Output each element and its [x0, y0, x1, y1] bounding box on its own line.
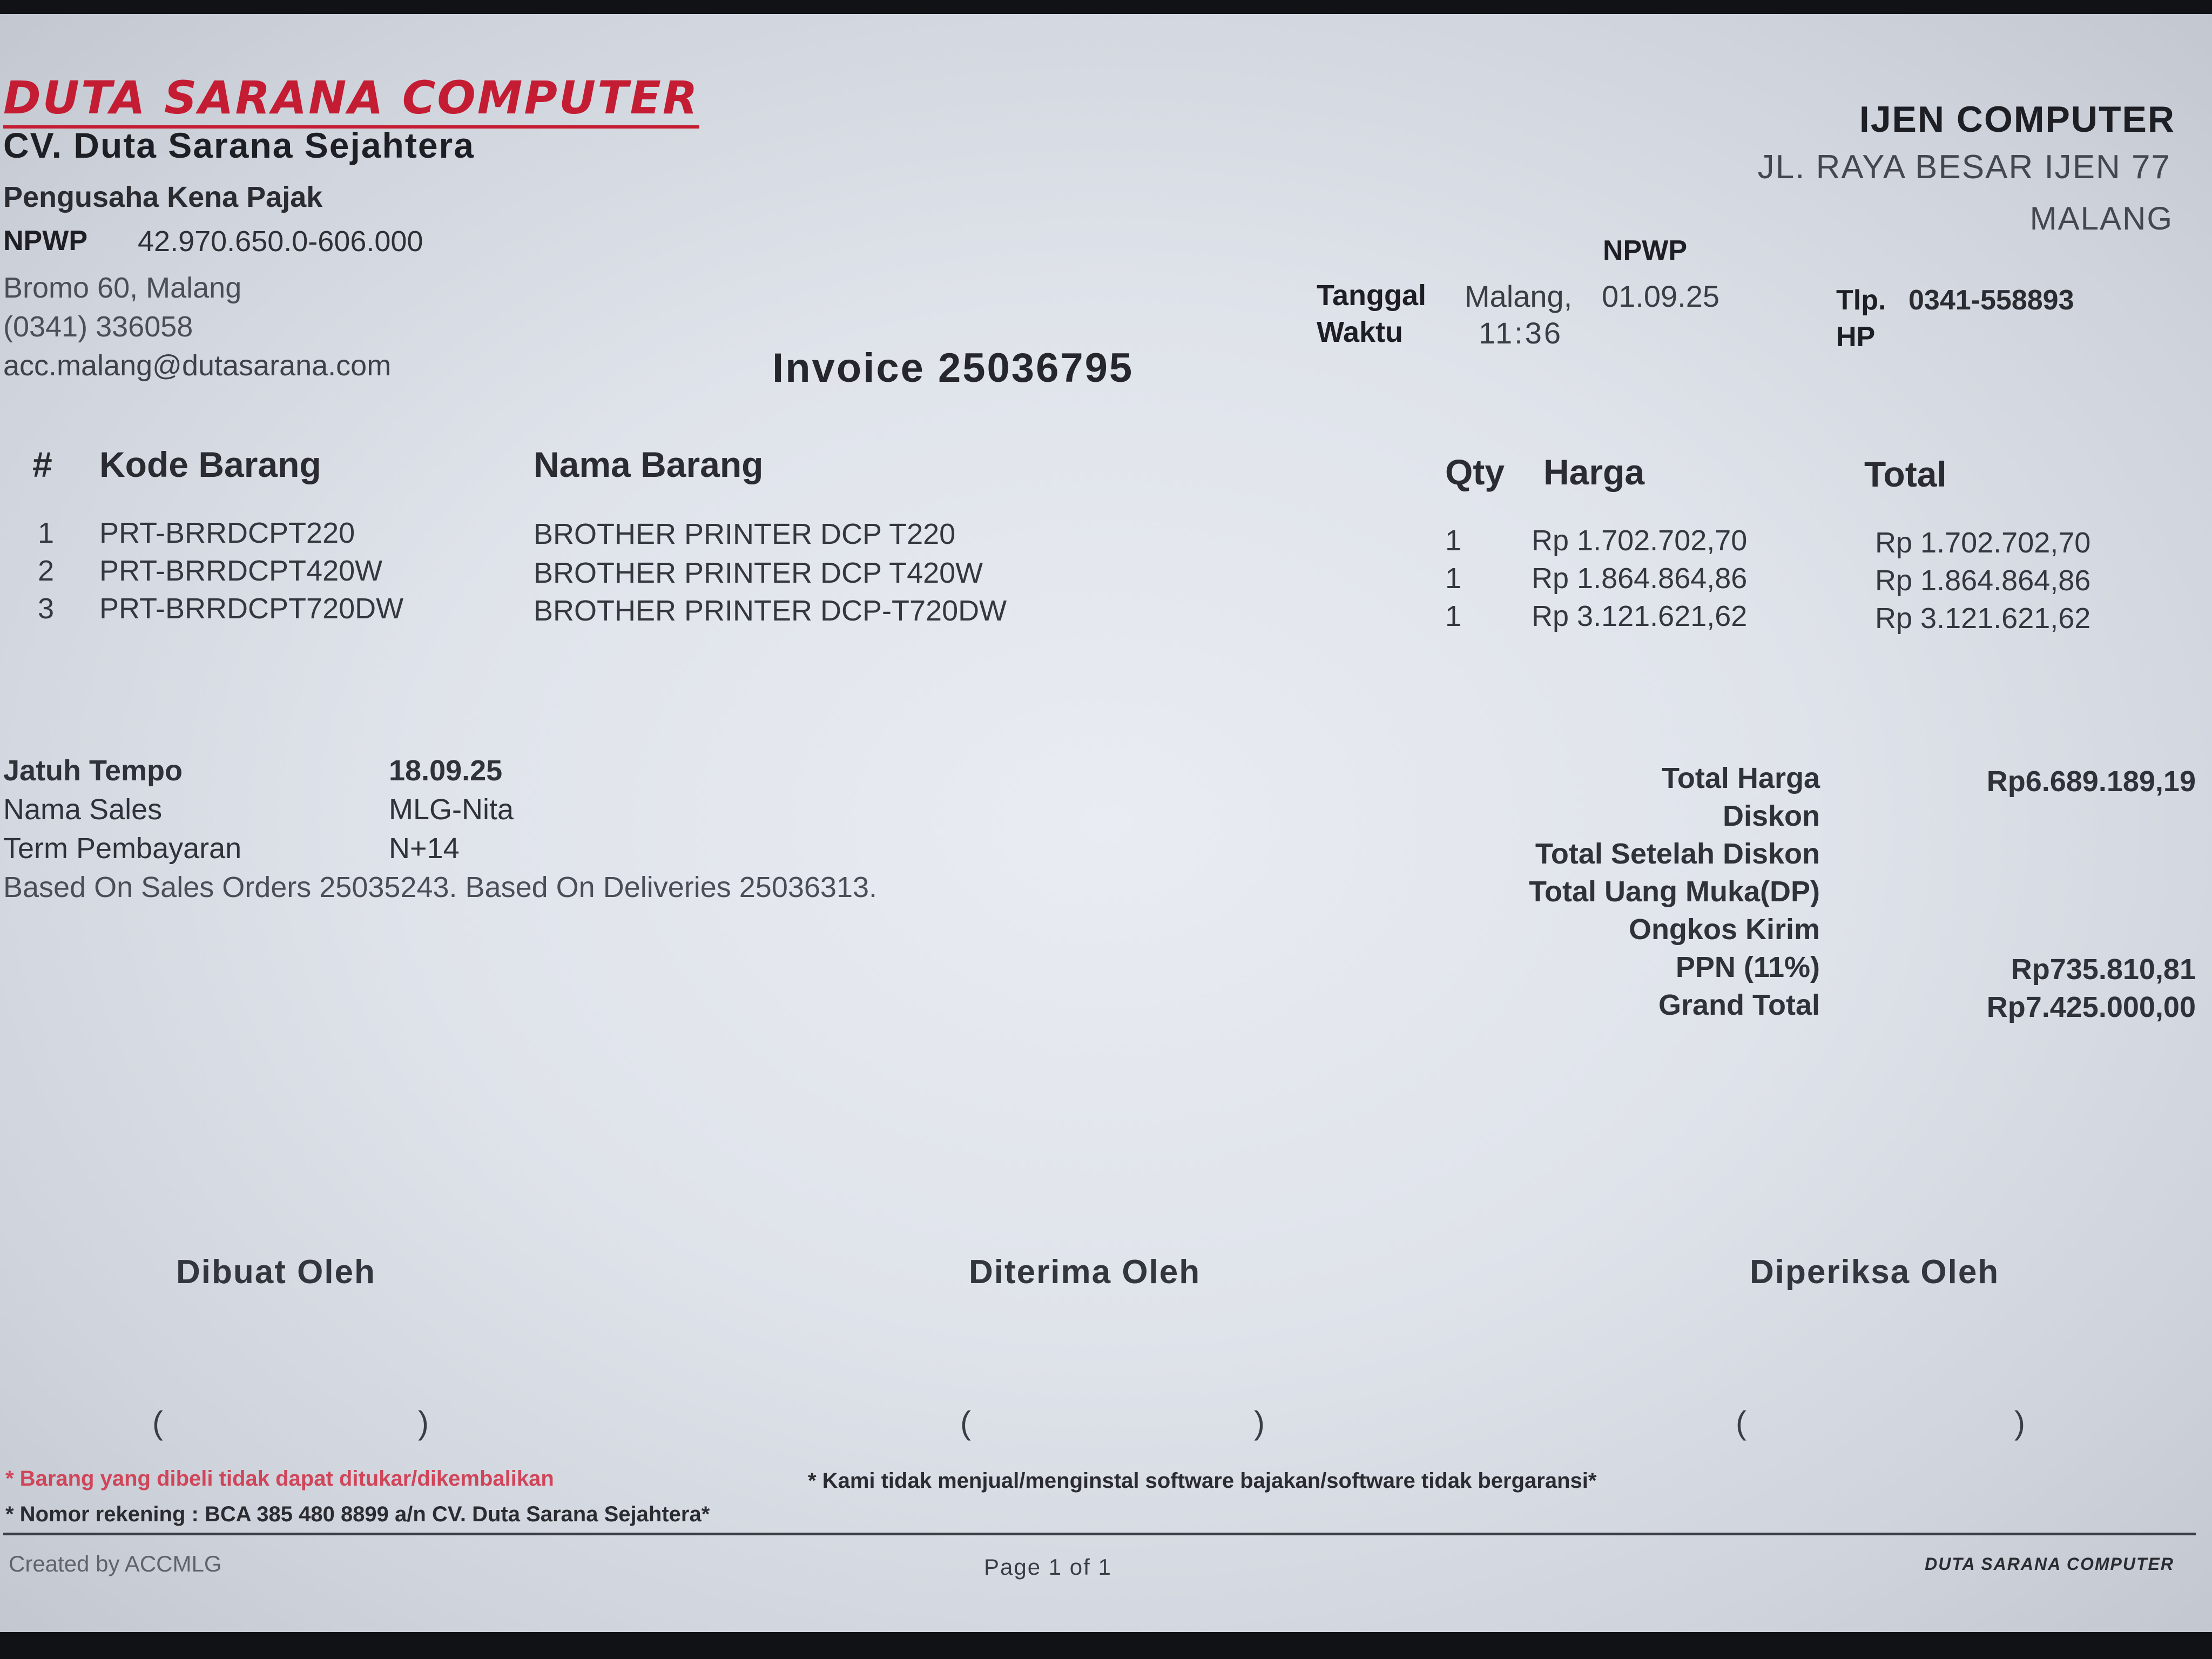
created-by: Created by ACCMLG [9, 1551, 222, 1576]
reference-note: Based On Sales Orders 25035243. Based On Deliveries 25036313. [3, 871, 878, 903]
item-total: Rp 1.702.702,70 [1875, 527, 2091, 559]
date-value: 01.09.25 [1602, 279, 1719, 313]
summary-label: Ongkos Kirim [1628, 913, 1820, 946]
item-price: Rp 1.864.864,86 [1532, 562, 1748, 595]
summary-label: Grand Total [1658, 989, 1820, 1021]
item-code: PRT-BRRDCPT720DW [99, 592, 404, 625]
date-place: Malang, [1465, 279, 1573, 313]
due-date-value: 18.09.25 [389, 754, 503, 787]
item-qty: 1 [1445, 600, 1462, 632]
signature-received-by: Diterima Oleh [969, 1253, 1201, 1291]
software-note: * Kami tidak menjual/menginstal software bajakan/software tidak bergaransi* [808, 1469, 1597, 1493]
item-price: Rp 1.702.702,70 [1532, 524, 1748, 557]
col-header-total: Total [1864, 454, 1947, 494]
customer-hp-label: HP [1836, 321, 1876, 353]
company-name: CV. Duta Sarana Sejahtera [3, 125, 475, 165]
company-address: Bromo 60, Malang [3, 272, 242, 304]
summary-label: Diskon [1722, 800, 1820, 832]
col-header-number: # [32, 444, 52, 484]
row-number: 3 [38, 592, 55, 625]
summary-label: Total Setelah Diskon [1535, 838, 1820, 870]
item-name: BROTHER PRINTER DCP-T720DW [534, 595, 1007, 627]
tax-status: Pengusaha Kena Pajak [3, 181, 323, 213]
item-qty: 1 [1445, 524, 1462, 557]
summary-label: Total Harga [1661, 762, 1820, 794]
customer-phone-label: Tlp. [1836, 285, 1886, 316]
signature-bracket: ) [418, 1405, 429, 1441]
due-date-label: Jatuh Tempo [3, 754, 183, 787]
invoice-title: Invoice 25036795 [772, 345, 1134, 391]
item-name: BROTHER PRINTER DCP T420W [534, 557, 983, 589]
item-qty: 1 [1445, 562, 1462, 595]
customer-city: MALANG [2029, 200, 2173, 237]
payment-term-label: Term Pembayaran [3, 832, 242, 865]
signature-bracket: ( [960, 1405, 971, 1441]
item-code: PRT-BRRDCPT220 [99, 517, 355, 549]
col-header-price: Harga [1543, 452, 1645, 492]
customer-phone: 0341-558893 [1908, 285, 2074, 316]
summary-value: Rp735.810,81 [2011, 953, 2196, 986]
summary-value: Rp6.689.189,19 [1986, 765, 2196, 798]
col-header-qty: Qty [1445, 452, 1505, 492]
npwp-value: 42.970.650.0-606.000 [138, 225, 423, 258]
customer-name: IJEN COMPUTER [1859, 99, 2175, 140]
sales-name-value: MLG-Nita [389, 793, 514, 826]
row-number: 1 [38, 517, 55, 549]
footer-logo: DUTA SARANA COMPUTER [1925, 1554, 2174, 1574]
bank-account-note: * Nomor rekening : BCA 385 480 8899 a/n CV. Duta Sarana Sejahtera* [5, 1502, 710, 1526]
return-policy-note: * Barang yang dibeli tidak dapat ditukar/dikembalikan [5, 1467, 554, 1491]
item-name: BROTHER PRINTER DCP T220 [534, 518, 956, 550]
item-total: Rp 3.121.621,62 [1875, 602, 2091, 635]
item-code: PRT-BRRDCPT420W [99, 555, 383, 587]
page-indicator: Page 1 of 1 [984, 1554, 1112, 1580]
signature-bracket: ) [1254, 1405, 1265, 1441]
col-header-name: Nama Barang [534, 444, 764, 484]
payment-term-value: N+14 [389, 832, 460, 865]
signature-bracket: ( [152, 1405, 163, 1441]
customer-npwp-label: NPWP [1603, 235, 1687, 266]
company-email: acc.malang@dutasarana.com [3, 349, 392, 382]
npwp-label: NPWP [3, 225, 87, 257]
signature-made-by: Dibuat Oleh [176, 1253, 376, 1291]
col-header-code: Kode Barang [99, 444, 321, 484]
summary-label: Total Uang Muka(DP) [1529, 875, 1820, 908]
item-price: Rp 3.121.621,62 [1532, 600, 1748, 632]
company-phone: (0341) 336058 [3, 311, 193, 343]
time-value: 11:36 [1479, 316, 1563, 350]
sales-name-label: Nama Sales [3, 793, 163, 826]
summary-value: Rp7.425.000,00 [1986, 991, 2196, 1023]
signature-bracket: ) [2014, 1405, 2025, 1441]
date-label: Tanggal [1317, 279, 1427, 312]
summary-label: PPN (11%) [1675, 951, 1820, 983]
row-number: 2 [38, 555, 55, 587]
footer-divider [3, 1533, 2196, 1535]
time-label: Waktu [1317, 316, 1403, 348]
signature-bracket: ( [1736, 1405, 1746, 1441]
customer-address: JL. RAYA BESAR IJEN 77 [1757, 149, 2171, 186]
invoice-paper [0, 14, 2212, 1632]
item-total: Rp 1.864.864,86 [1875, 564, 2091, 597]
signature-checked-by: Diperiksa Oleh [1750, 1253, 2000, 1291]
company-logo: DUTA SARANA COMPUTER [3, 71, 699, 129]
